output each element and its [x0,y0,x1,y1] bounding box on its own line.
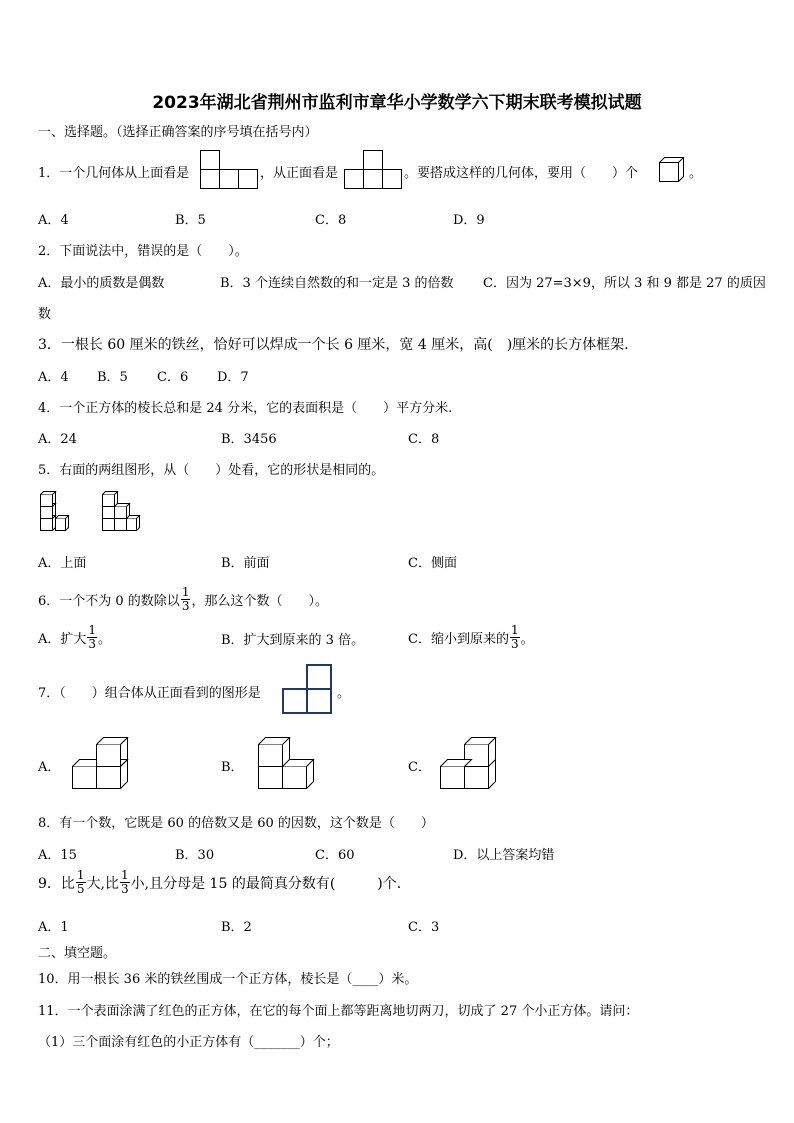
section-heading-choice: 一、选择题。（选择正确答案的序号填在括号内） [38,125,318,140]
q1-text-post: 。要搭成这样的几何体，要用（ ）个 [404,166,639,181]
fraction-numerator: 1 [510,623,519,637]
q8-option-d[interactable]: D．以上答案均错 [453,848,555,863]
q4-option-c[interactable]: C．8 [408,432,440,447]
q6-option-b[interactable]: B．扩大到原来的 3 倍。 [221,633,365,648]
q2-option-c[interactable]: C．因为 27=3×9，所以 3 和 9 都是 27 的质因 [483,276,766,291]
fraction-denominator: 5 [76,882,85,896]
q1-text-mid: ，从正面看是 [260,166,339,181]
q3-stem: 3．一根长 60 厘米的铁丝，恰好可以焊成一个长 6 厘米，宽 4 厘米，高( )厘米的长方体框架. [38,337,629,353]
q8-option-a[interactable]: A．15 [38,848,77,863]
q9-option-c[interactable]: C．3 [408,920,440,935]
cube-icon [659,157,687,183]
q2-option-c-cont: 数 [38,307,52,322]
q7-option-c[interactable]: C． [408,760,431,775]
q4-option-a[interactable]: A．24 [38,432,77,447]
q7-option-b[interactable]: B． [221,760,244,775]
q8-option-b[interactable]: B．30 [175,848,215,863]
q4-option-b[interactable]: B．3456 [221,432,277,447]
q9-option-b[interactable]: B．2 [221,920,252,935]
q1-text-end: 。 [689,166,703,181]
q6-fraction [181,586,191,613]
q3-option-a[interactable]: A．4 [38,370,69,385]
q8-option-c[interactable]: C．60 [315,848,355,863]
page-title: 2023年湖北省荆州市监利市章华小学数学六下期末联考模拟试题 [152,93,642,113]
q5-option-a[interactable]: A．上面 [38,556,87,571]
fraction-denominator: 3 [88,637,97,651]
q9-option-a[interactable]: A．1 [38,920,69,935]
q7-stem: 7．（ ）组合体从正面看到的图形是 [38,686,261,701]
q7-option-a[interactable]: A． [38,760,61,775]
q7-front-view-figure [282,664,334,714]
q6-stem-pre: 6．一个不为 0 的数除以 [38,594,180,609]
fraction-numerator: 1 [121,868,129,882]
q1-text-pre: 1．一个几何体从上面看是 [38,166,190,181]
q7-option-a-figure [70,734,132,792]
q5-option-c[interactable]: C．侧面 [408,556,457,571]
q8-stem: 8．有一个数，它既是 60 的倍数又是 60 的因数，这个数是（ ） [38,816,434,831]
q9-fraction-2 [120,869,130,896]
fraction-denominator: 3 [510,637,519,651]
q6-option-a-end: 。 [98,632,112,647]
q9-fraction-1 [76,869,86,896]
section-heading-fill: 二、填空题。 [38,946,117,961]
q1-front-view-figure [344,150,404,190]
q9-stem-mid2: 小,且分母是 15 的最简真分数有( )个. [130,875,402,892]
fraction-numerator: 1 [88,623,97,637]
q11-part-1: （1）三个面涂有红色的小正方体有（_______）个； [38,1035,339,1050]
q5-option-b[interactable]: B．前面 [221,556,270,571]
q2-option-a[interactable]: A．最小的质数是偶数 [38,276,165,291]
q1-option-a[interactable]: A．4 [38,213,69,228]
q6-stem-post: ，那么这个数（ ）。 [191,594,328,609]
q5-stem: 5．右面的两组图形，从（ ）处看，它的形状是相同的。 [38,463,385,478]
q1-top-view-figure [200,150,260,190]
q3-option-b[interactable]: B．5 [97,370,128,385]
q11-stem: 11．一个表面涂满了红色的正方体，在它的每个面上都等距离地切两刀，切成了 27 个小正方体。请问： [38,1004,639,1019]
q6-option-c-end: 。 [520,632,534,647]
q2-option-b[interactable]: B．3 个连续自然数的和一定是 3 的倍数 [220,276,454,291]
q7-option-b-figure [256,734,320,792]
q1-option-b[interactable]: B．5 [175,213,206,228]
q6-option-c-label: C．缩小到原来的 [408,632,509,647]
q1-option-d[interactable]: D．9 [453,213,485,228]
q7-end: 。 [337,686,351,701]
q6-option-a[interactable] [38,624,111,651]
q6-option-c[interactable] [408,624,534,651]
fraction-denominator: 3 [181,599,190,613]
q4-stem: 4．一个正方体的棱长总和是 24 分米，它的表面积是（ ）平方分米. [38,401,453,416]
q10-stem: 10．用一根长 36 米的铁丝围成一个正方体，棱长是（____）米。 [38,972,418,987]
q6-option-a-fraction [87,624,97,651]
fraction-numerator: 1 [181,585,190,599]
q2-stem: 2．下面说法中，错误的是（ ）。 [38,244,248,259]
q6-option-a-label: A．扩大 [38,632,87,647]
q3-option-c[interactable]: C．6 [157,370,189,385]
q9-stem-pre: 9．比 [38,875,75,892]
q5-figure-2 [100,490,142,534]
q6-stem [38,586,328,613]
q7-option-c-figure [438,734,502,792]
fraction-numerator: 1 [76,868,85,882]
q1-option-c[interactable]: C．8 [315,213,347,228]
q9-stem-mid1: 大,比 [86,875,120,892]
q5-figure-1 [38,490,70,534]
q3-option-d[interactable]: D．7 [217,370,249,385]
fraction-denominator: 3 [121,882,129,896]
q9-stem [38,869,401,896]
q6-option-c-fraction [510,624,520,651]
